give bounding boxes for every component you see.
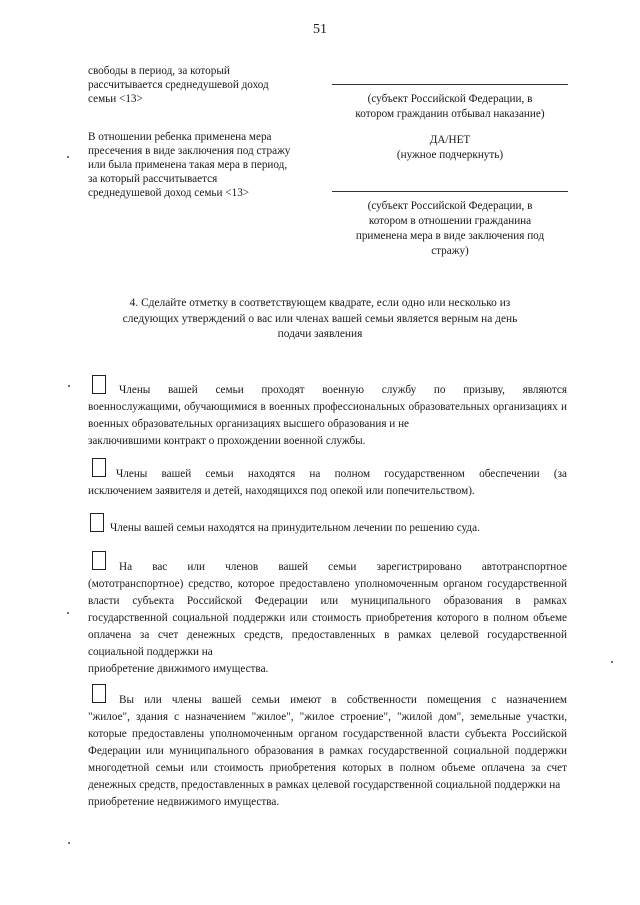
row1-answer-line: [332, 84, 568, 85]
row1-left-line: рассчитывается среднедушевой доход: [88, 79, 269, 91]
row2-left-line: пресечения в виде заключения под стражу: [88, 145, 291, 157]
row2-right-line: стражу): [431, 245, 469, 257]
row2-right-line: (субъект Российской Федерации, в: [367, 200, 533, 212]
section-heading-line: 4. Сделайте отметку в соответствующем квадрате, если одно или несколько из: [129, 297, 511, 309]
page-number: 51: [313, 22, 327, 37]
scan-speck: [68, 385, 70, 387]
section-heading: [80, 296, 560, 343]
row2-left-line: В отношении ребенка применена мера: [88, 131, 272, 143]
row1-left-line: семьи <13>: [88, 93, 143, 105]
row2-right-line: применена мера в виде заключения под: [355, 230, 545, 242]
item1-text: [88, 382, 567, 450]
item3-text: [110, 520, 570, 537]
item2-first-line: Члены вашей семьи находятся на полном государственном обеспечении (за: [116, 468, 567, 480]
row2-left-line: среднедушевой доход семьи <13>: [88, 187, 250, 199]
item1-first-line: Члены вашей семьи проходят военную службу по призыву, являются: [119, 384, 567, 396]
item4-text: [88, 559, 567, 678]
row2-answer-hint: (нужное подчеркнуть): [396, 149, 504, 161]
item4-body: (мототранспортное) средство, которое предоставлено уполномоченным органом государственной власти субъекта Российской Федерации или муниципального образования в рамках государственной социальной поддержки или стоимость приобретения которого в полном объеме оплачена за счет денежных средств, предоставленных в рамках целевой государственной социальной поддержки на: [88, 578, 567, 658]
item4-last-line: приобретение движимого имущества.: [88, 663, 269, 675]
item2-last-line: исключением заявителя и детей, находящихся под опекой или попечительством).: [88, 485, 475, 497]
row2-left-line: или была применена такая мера в период,: [88, 159, 288, 171]
row2-answer-line: [332, 191, 568, 192]
section-heading-line: следующих утверждений о вас или членах вашей семьи является верным на день: [122, 312, 518, 325]
row2-right-line: котором в отношении гражданина: [368, 215, 532, 227]
item2-text: [88, 466, 567, 500]
row2-left-line: за который рассчитывается: [88, 173, 218, 185]
item4-first-line: На вас или членов вашей семьи зарегистрировано автотранспортное: [119, 561, 567, 573]
item1-last-line: заключившими контракт о прохождении военной службы.: [88, 435, 366, 447]
row1-left-text: [88, 64, 269, 106]
item3-checkbox[interactable]: [90, 513, 104, 532]
row1-right-line: котором гражданин отбывал наказание): [355, 108, 545, 120]
item5-text: [88, 692, 567, 811]
row2-left-text: [88, 130, 290, 200]
item5-first-line: Вы или члены вашей семьи имеют в собственности помещения с назначением: [119, 694, 567, 706]
scan-speck: [67, 156, 69, 158]
scan-speck: [68, 842, 70, 844]
item5-last-line: приобретение недвижимого имущества.: [88, 796, 280, 808]
row1-left-line: свободы в период, за который: [88, 65, 230, 77]
row2-answer-choice[interactable]: ДА/НЕТ: [429, 134, 471, 146]
scan-speck: [67, 612, 69, 614]
row2-right-caption: [320, 199, 580, 259]
scan-speck: [611, 661, 613, 663]
item1-body: военнослужащими, обучающимися в военных профессиональных образовательных организациях и военных образовательных организациях высшего образования и не: [88, 401, 567, 430]
row2-answer-block: [320, 133, 580, 163]
section-heading-line: подачи заявления: [277, 328, 363, 340]
row1-right-caption: [320, 92, 580, 122]
row1-right-line: (субъект Российской Федерации, в: [367, 93, 533, 105]
item5-body: "жилое", здания с назначением "жилое", "жилое строение", "жилой дом", земельные участки, которые предоставлены уполномоченным органом государственной власти субъекта Российской Федерации или муниципального образования в рамках государственной социальной поддержки многодетной семьи или стоимость приобретения которых в полном объеме оплачена за счет денежных средств, предоставленных в рамках целевой государственной социальной поддержки на: [88, 711, 567, 791]
item3-line: Члены вашей семьи находятся на принудительном лечении по решению суда.: [110, 522, 480, 534]
